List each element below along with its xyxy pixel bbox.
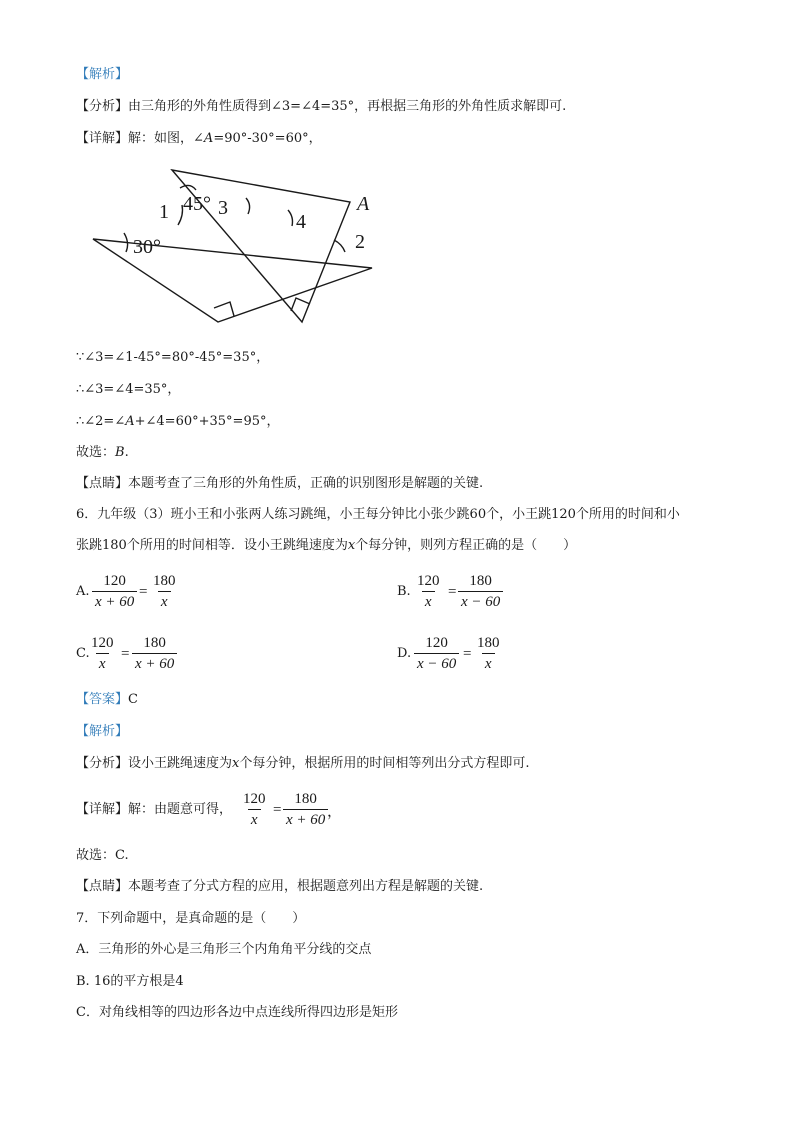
detail-text: 解：由题意可得， [128, 802, 233, 817]
fraction-numerator: 120 [417, 573, 440, 589]
q6-stem-var: x [347, 538, 356, 553]
choice-suffix: . [124, 445, 129, 460]
equals-sign: = [139, 584, 148, 600]
label-1: 1 [159, 201, 169, 223]
fraction-denominator: x + 60 [92, 591, 137, 611]
triangle-figure [80, 158, 400, 338]
answer-value: C [128, 692, 138, 707]
analysis-text: 由三角形的外角性质得到∠3=∠4=35°，再根据三角形的外角性质求解即可. [128, 99, 567, 114]
q6-option-c-right-fraction [132, 634, 177, 673]
step-3-c: +∠4=60°+35°=95°， [134, 414, 280, 429]
q6-analysis-line [76, 754, 530, 774]
q7-option-c: C．对角线相等的四边形各边中点连线所得四边形是矩形 [76, 1005, 398, 1020]
fraction-denominator: x − 60 [458, 591, 503, 611]
analysis-text-a: 设小王跳绳速度为 [128, 756, 233, 771]
fraction-denominator: x − 60 [414, 653, 459, 673]
right-angle-mark-1 [214, 302, 234, 316]
fraction-numerator: 180 [143, 635, 166, 651]
analysis-text-c: 个每分钟，根据所用的时间相等列出分式方程即可. [239, 756, 530, 771]
q7-option-a: A．三角形的外心是三角形三个内角角平分线的交点 [76, 942, 372, 957]
q6-option-d-right-fraction [474, 634, 503, 673]
comment-tag: 【点睛】 [76, 879, 129, 894]
angle-arc-3 [246, 198, 250, 214]
fraction-numerator: 180 [469, 573, 492, 589]
fraction-denominator: x [248, 809, 261, 829]
step-3-a: ∴∠2=∠ [76, 414, 126, 429]
analysis-line [76, 97, 566, 117]
q6-option-a-left-fraction [92, 572, 137, 611]
choice-value: B [115, 445, 125, 460]
q6-detail-left-fraction [240, 790, 269, 829]
fraction-numerator: 120 [91, 635, 114, 651]
label-45: 45° [183, 193, 211, 215]
q6-comment-line [76, 877, 483, 897]
q6-stem-2a: 张跳180个所用的时间相等．设小王跳绳速度为 [76, 538, 348, 553]
q6-option-d-left-fraction [414, 634, 459, 673]
angle-arc-2 [334, 240, 345, 252]
choice-line [76, 443, 129, 463]
step-2: ∴∠3=∠4=35°， [76, 382, 181, 397]
fraction-numerator: 120 [243, 791, 266, 807]
detail-var-a: A [203, 131, 214, 146]
step-3-var: A [125, 414, 135, 429]
analysis-var: x [232, 756, 240, 771]
analysis-tag: 【分析】 [76, 99, 129, 114]
detail-tag: 【详解】 [76, 131, 129, 146]
comment-tag: 【点睛】 [76, 476, 129, 491]
answer-tag: 【答案】 [76, 692, 129, 707]
label-2: 2 [355, 231, 365, 253]
fraction-numerator: 180 [477, 635, 500, 651]
detail-line [76, 129, 322, 149]
equals-sign: = [448, 584, 457, 600]
fraction-denominator: x [158, 591, 171, 611]
q6-option-b-left-fraction [414, 572, 443, 611]
q6-answer-line [76, 690, 138, 710]
q6-analysis-heading: 【解析】 [76, 724, 129, 739]
label-30: 30° [133, 236, 161, 258]
label-A: A [357, 193, 370, 215]
q6-option-a-label: A. [76, 584, 90, 599]
equals-sign: = [273, 802, 282, 818]
q6-stem-line-1: 6．九年级（3）班小王和小张两人练习跳绳，小王每分钟比小张少跳60个，小王跳120个所用的时间和小 [76, 507, 680, 522]
q6-detail-right-fraction [283, 790, 328, 829]
comment-text: 本题考查了分式方程的应用，根据题意列出方程是解题的关键. [128, 879, 484, 894]
fraction-numerator: 120 [425, 635, 448, 651]
label-4: 4 [296, 211, 306, 233]
fraction-denominator: x [96, 653, 109, 673]
q6-detail-line [76, 800, 232, 820]
analysis-heading: 【解析】 [76, 67, 129, 82]
comment-line [76, 474, 483, 494]
q6-stem-line-2 [76, 536, 576, 556]
fraction-denominator: x + 60 [283, 809, 328, 829]
step-1: ∵∠3=∠1-45°=80°-45°=35°， [76, 350, 270, 365]
q6-option-c-label: C. [76, 646, 90, 661]
comment-text: 本题考查了三角形的外角性质，正确的识别图形是解题的关键. [128, 476, 484, 491]
q6-option-b-label: B. [397, 584, 411, 599]
equals-sign: = [121, 646, 130, 662]
q7-option-b: B. 16的平方根是4 [76, 974, 184, 989]
angle-arc-1 [178, 205, 183, 225]
q6-stem-2c: 个每分钟，则列方程正确的是（ ） [355, 538, 577, 553]
step-3 [76, 412, 280, 432]
fraction-numerator: 120 [103, 573, 126, 589]
choice-prefix: 故选： [76, 445, 116, 460]
label-3: 3 [218, 197, 228, 219]
fraction-denominator: x [482, 653, 495, 673]
q6-option-b-right-fraction [458, 572, 503, 611]
fraction-denominator: x + 60 [132, 653, 177, 673]
q6-option-c-left-fraction [88, 634, 117, 673]
trailing-comma: ， [327, 804, 343, 820]
q6-option-d-label: D. [397, 646, 412, 661]
q6-option-a-right-fraction [150, 572, 179, 611]
detail-tag: 【详解】 [76, 802, 129, 817]
detail-text-a: 解：如图，∠ [128, 131, 204, 146]
fraction-denominator: x [422, 591, 435, 611]
q6-choice-line: 故选：C. [76, 848, 129, 863]
analysis-tag: 【分析】 [76, 756, 129, 771]
fraction-numerator: 180 [294, 791, 317, 807]
q7-stem: 7．下列命题中，是真命题的是（ ） [76, 911, 306, 926]
fraction-numerator: 180 [153, 573, 176, 589]
equals-sign: = [463, 646, 472, 662]
detail-text-c: =90°-30°=60°， [213, 131, 322, 146]
angle-arc-4 [288, 210, 293, 226]
